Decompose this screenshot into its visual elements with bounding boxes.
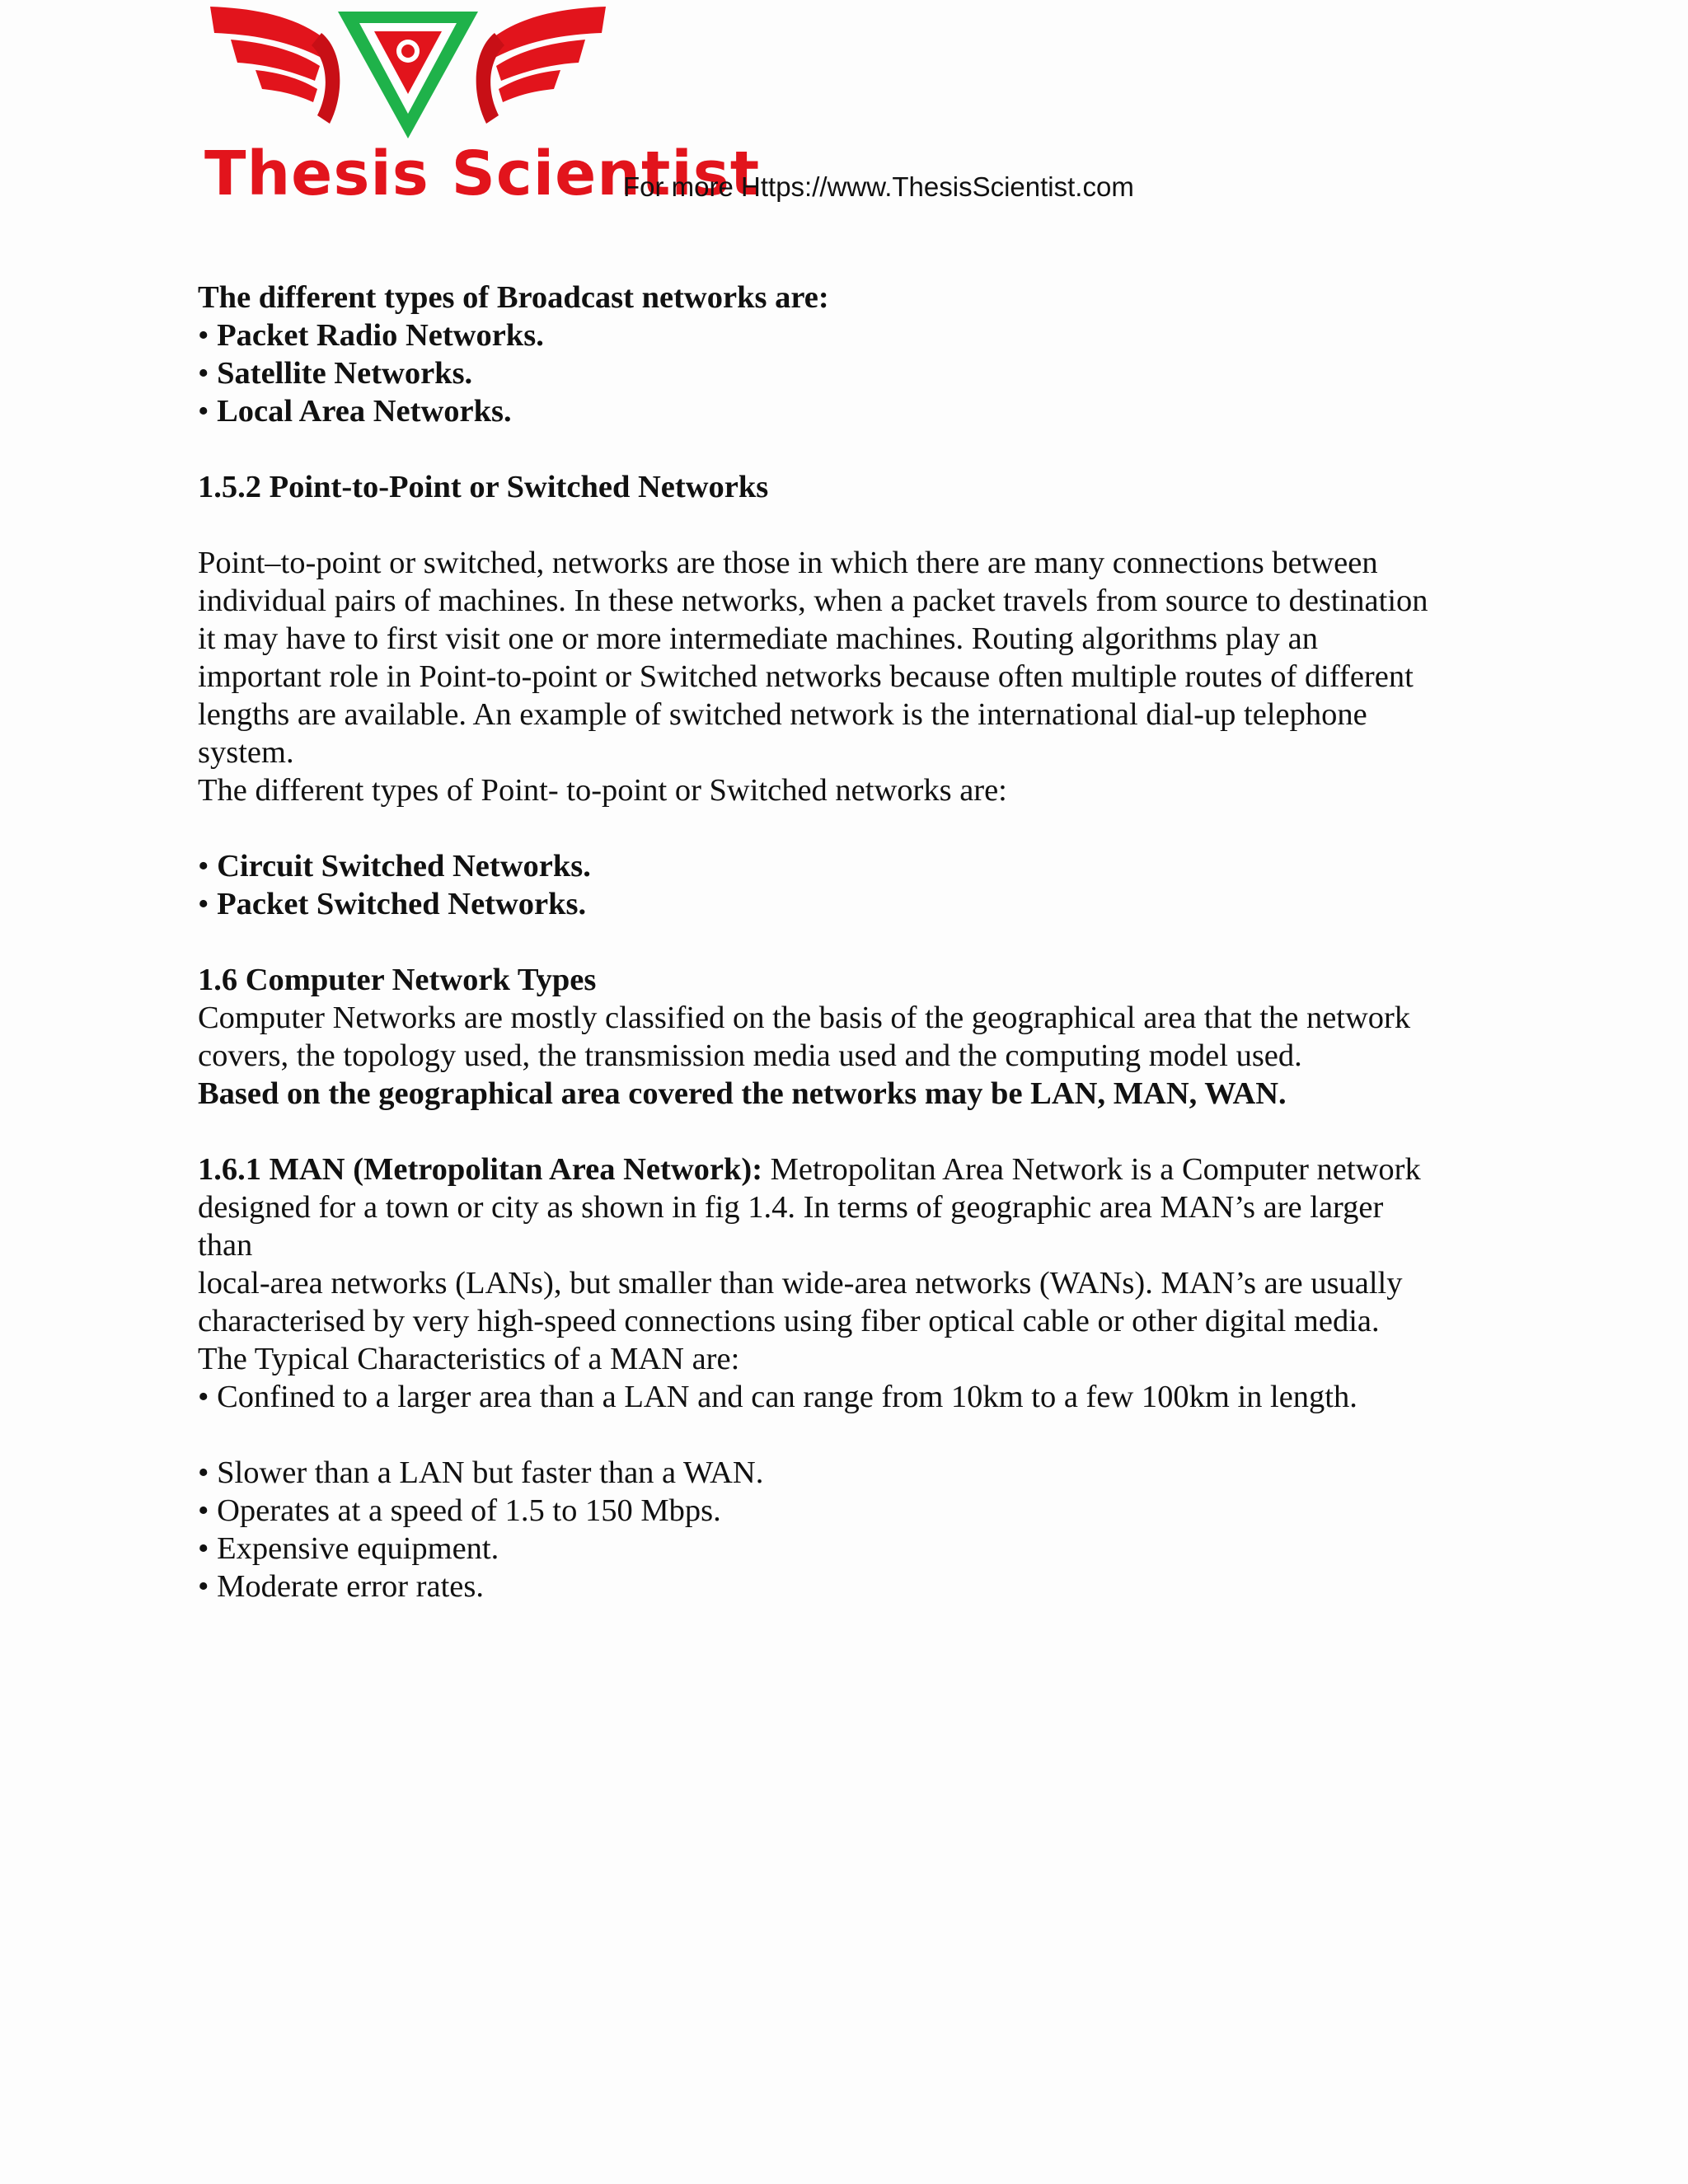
section-1-6-heading: 1.6 Computer Network Types	[198, 963, 597, 997]
man-first-line	[198, 1151, 1500, 1188]
brand-name: Thesis Scientist	[204, 138, 761, 209]
man-first-list	[198, 1378, 1500, 1416]
list-item: • Operates at a speed of 1.5 to 150 Mbps.	[198, 1492, 1500, 1530]
thesis-scientist-logo-icon	[198, 0, 618, 148]
text-line: Point–to-point or switched, networks are those in which there are many connections between	[198, 546, 1378, 580]
document-body	[198, 279, 1500, 1605]
text-line: important role in Point-to-point or Switched networks because often multiple routes of different	[198, 659, 1414, 694]
broadcast-heading: The different types of Broadcast networks are:	[198, 280, 829, 315]
types-paragraph	[198, 999, 1500, 1075]
p2p-paragraph	[198, 544, 1500, 771]
broadcast-list	[198, 316, 1500, 430]
list-item: • Confined to a larger area than a LAN and can range from 10km to a few 100km in length.	[198, 1378, 1500, 1416]
list-item: • Circuit Switched Networks.	[198, 847, 1500, 885]
website-link[interactable]: For more Https://www.ThesisScientist.com	[623, 171, 1134, 202]
text-line: lengths are available. An example of switched network is the international dial-up telephone	[198, 697, 1367, 732]
text-line: system.	[198, 735, 294, 770]
section-1-5-2-heading: 1.5.2 Point-to-Point or Switched Networks	[198, 470, 769, 504]
p2p-list	[198, 847, 1500, 923]
list-item: • Moderate error rates.	[198, 1568, 1500, 1605]
list-item: • Satellite Networks.	[198, 354, 1500, 392]
text-line: than	[198, 1228, 253, 1263]
text-line: Metropolitan Area Network is a Computer network	[770, 1152, 1421, 1187]
text-line: local-area networks (LANs), but smaller than wide-area networks (WANs). MAN’s are usually	[198, 1266, 1403, 1301]
text-line: characterised by very high-speed connections using fiber optical cable or other digital media.	[198, 1304, 1380, 1338]
man-characteristics-list	[198, 1454, 1500, 1605]
text-line: covers, the topology used, the transmission media used and the computing model used.	[198, 1038, 1302, 1073]
p2p-types-intro: The different types of Point- to-point or Switched networks are:	[198, 773, 1007, 808]
list-item: • Expensive equipment.	[198, 1530, 1500, 1568]
text-line: The Typical Characteristics of a MAN are:	[198, 1342, 740, 1376]
page-header	[198, 0, 1517, 223]
list-item: • Slower than a LAN but faster than a WAN.	[198, 1454, 1500, 1492]
list-item: • Packet Switched Networks.	[198, 885, 1500, 923]
list-item: • Local Area Networks.	[198, 392, 1500, 430]
list-item: • Packet Radio Networks.	[198, 316, 1500, 354]
text-line: Computer Networks are mostly classified on the basis of the geographical area that the network	[198, 1001, 1411, 1035]
text-line: individual pairs of machines. In these networks, when a packet travels from source to destination	[198, 583, 1428, 618]
types-bold-line: Based on the geographical area covered the networks may be LAN, MAN, WAN.	[198, 1076, 1287, 1111]
text-line: it may have to first visit one or more intermediate machines. Routing algorithms play an	[198, 621, 1318, 656]
section-1-6-1-heading: 1.6.1 MAN (Metropolitan Area Network):	[198, 1152, 763, 1187]
text-line: designed for a town or city as shown in fig 1.4. In terms of geographic area MAN’s are larger	[198, 1190, 1384, 1225]
